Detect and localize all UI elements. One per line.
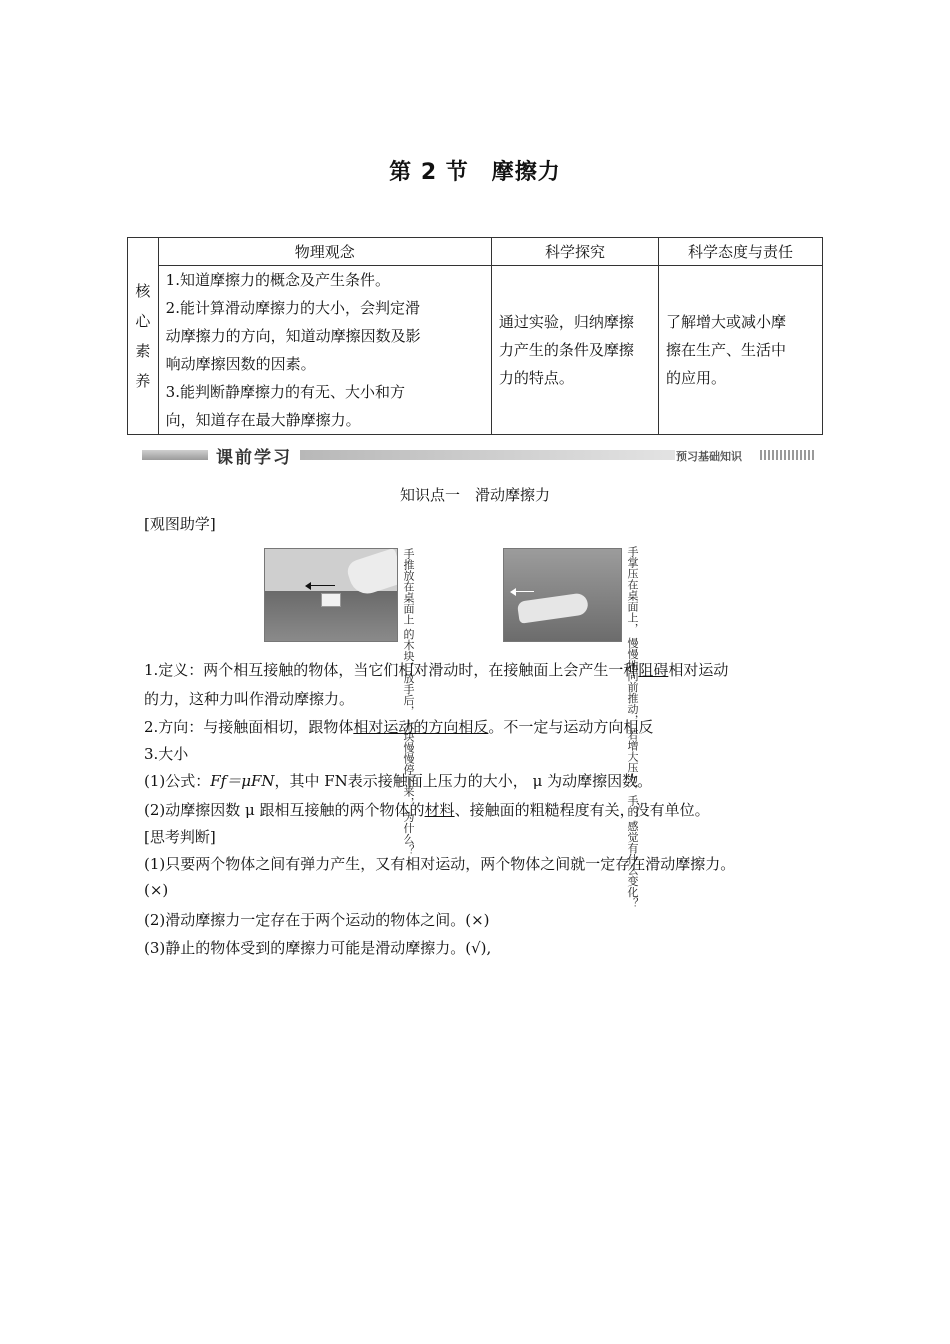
caption-column: 手推放在桌面上 [402,548,415,625]
judge-item: (3)静止的物体受到的摩擦力可能是滑动摩擦力。(√), [144,939,492,957]
physics-concept-cell [158,266,491,435]
arrow-head-icon [510,588,516,596]
attitude-line: 了解增大或减小摩 [666,313,787,331]
concept-line: 动摩擦力的方向，知道动摩擦因数及影 [165,327,421,345]
definition-line-2: 的力，这种力叫作滑动摩擦力。 [144,690,355,708]
formula-expression: Ff＝μFN [210,772,275,790]
concept-line: 响动摩擦因数的因素。 [165,355,316,373]
page-title: 第 2 节 摩擦力 [389,160,561,185]
banner-title: 课前学习 [216,448,292,468]
attitude-line: 擦在生产、生活中 [666,341,787,359]
banner-bar-middle [300,450,675,460]
direction-line [144,716,653,737]
arrow-head-icon [305,582,311,590]
concept-line: 向，知道存在最大静摩擦力。 [165,411,361,429]
caption-column: 若增大压力，手的 [626,729,639,817]
banner-bar-right [760,450,814,460]
header-scientific-attitude: 科学态度与责任 [659,238,823,266]
coefficient-text: 、接触面的粗糙程度有关，没有单位。 [454,801,710,819]
side-char: 心 [135,312,151,330]
caption-column: 为什么？ [402,811,415,856]
size-label: 3.大小 [144,745,189,763]
coefficient-text: (2)动摩擦因数 μ 跟相互接触的两个物体的 [144,801,425,819]
arrow-icon [514,591,534,592]
attitude-line: 的应用。 [666,369,727,387]
definition-term: 阻碍 [638,661,669,679]
inquiry-line: 力产生的条件及摩擦 [498,341,634,359]
direction-term: 相对运动的方向相反 [353,718,489,736]
formula-text: (1)公式： [144,772,211,790]
direction-text: 。不一定与运动方向相反 [488,718,654,736]
banner-bar-left [142,450,208,460]
side-char: 素 [135,342,151,360]
definition-text: 1.定义：两个相互接触的物体，当它们相对滑动时，在接触面上会产生一种 [144,661,639,679]
wood-block [321,593,341,607]
caption-column: 的木块，放手后， [402,628,415,717]
photo-hand-presses-table [503,548,622,642]
knowledge-point-title: 知识点一 滑动摩擦力 [399,486,550,504]
formula-text: ，其中 FN表示接触面上压力的大小， μ 为动摩擦因数。 [274,772,653,790]
inquiry-line: 力的特点。 [498,369,574,387]
direction-text: 2.方向：与接触面相切，跟物体 [144,718,354,736]
section-banner [142,446,814,468]
concept-line: 3.能判断静摩擦力的有无、大小和方 [165,383,405,401]
formula-line [144,770,652,791]
coefficient-term: 材料 [424,801,455,819]
think-label: [思考判断] [144,828,216,846]
core-literacy-side-label [128,238,159,435]
concept-line: 2.能计算滑动摩擦力的大小，会判定滑 [165,299,420,317]
header-scientific-inquiry: 科学探究 [491,238,658,266]
concept-line: 1.知道摩擦力的概念及产生条件。 [165,271,390,289]
definition-text: 相对运动 [668,661,729,679]
side-char: 养 [135,372,151,390]
definition-line [144,659,728,680]
scientific-inquiry-cell [491,266,658,435]
inquiry-line: 通过实验，归纳摩擦 [498,313,634,331]
scientific-attitude-cell [659,266,823,435]
caption-column: 慢慢地向前推动， [626,637,639,726]
banner-subtitle: 预习基础知识 [676,450,742,463]
caption-column: 木块慢慢停下来， [402,720,415,808]
header-physics-concept: 物理观念 [158,238,491,266]
judge-item: (1)只要两个物体之间有弹力产生，又有相对运动，两个物体之间就一定存在滑动摩擦力。 [144,855,736,873]
caption-column: 感觉有什么变化？ [626,820,639,909]
caption-column: 手掌压在桌面上， [626,546,639,634]
coefficient-line [144,799,710,820]
judge-item: (×) [144,881,169,899]
judge-item: (2)滑动摩擦力一定存在于两个运动的物体之间。(×) [144,911,490,929]
core-literacy-table [127,237,823,435]
photo-hand-pushes-block [264,548,398,642]
arrow-icon [309,585,335,586]
side-char: 核 [135,282,151,300]
observe-label: [观图助学] [144,515,216,533]
